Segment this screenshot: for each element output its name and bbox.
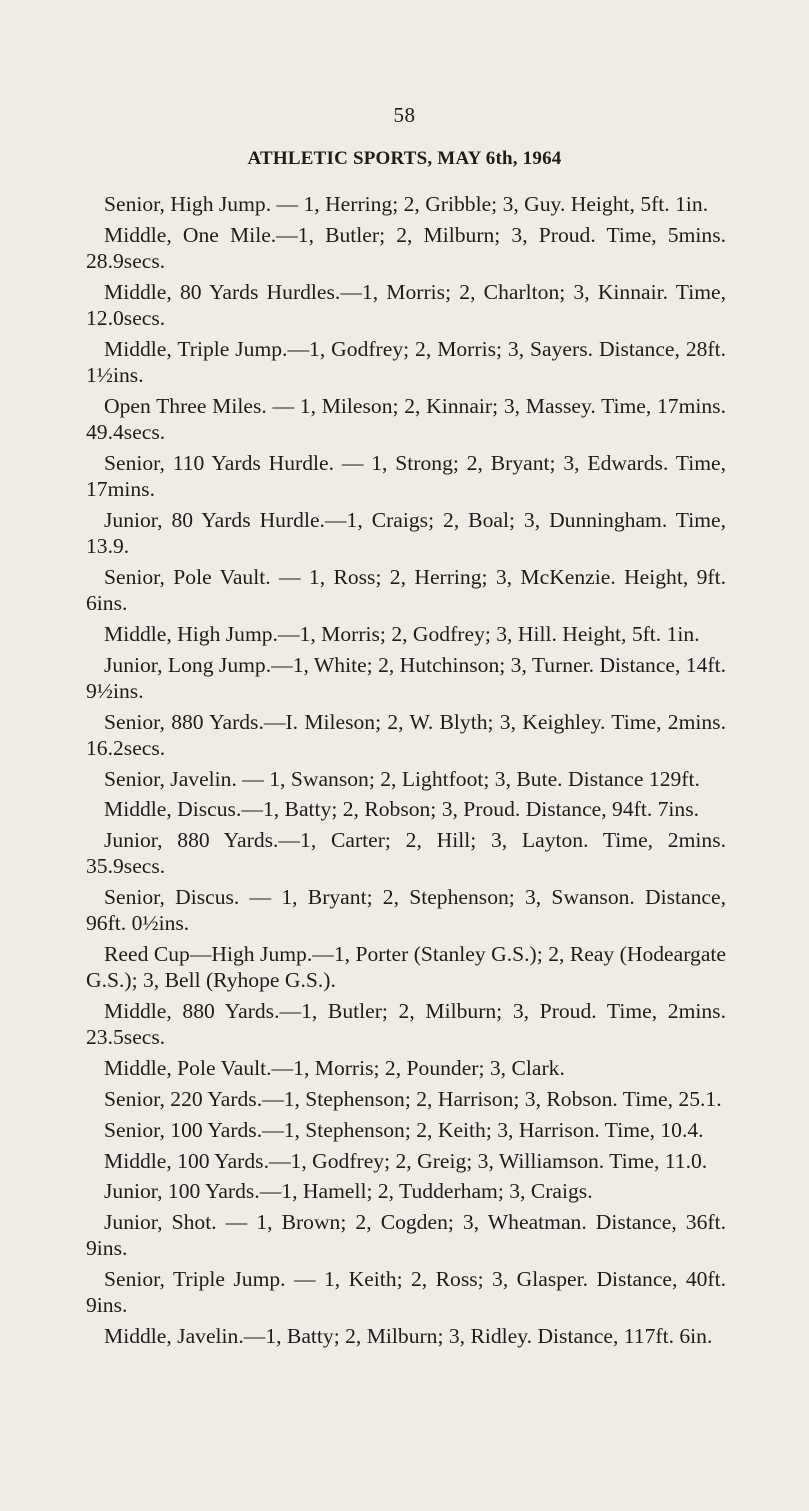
result-entry: Middle, 80 Yards Hurdles.—1, Morris; 2, Charlton; 3, Kinnair. Time, 12.0secs. (86, 279, 726, 330)
result-entry: Senior, Triple Jump. — 1, Keith; 2, Ross; 3, Glasper. Distance, 40ft. 9ins. (86, 1267, 726, 1318)
result-entry: Junior, 880 Yards.—1, Carter; 2, Hill; 3, Layton. Time, 2mins. 35.9secs. (86, 828, 726, 879)
page-title: ATHLETIC SPORTS, MAY 6th, 1964 (247, 148, 562, 169)
result-entry: Middle, 880 Yards.—1, Butler; 2, Milburn; 3, Proud. Time, 2mins. 23.5secs. (86, 999, 726, 1050)
result-entry: Senior, Javelin. — 1, Swanson; 2, Lightfoot; 3, Bute. Distance 129ft. (104, 766, 700, 791)
result-entry: Senior, 100 Yards.—1, Stephenson; 2, Keith; 3, Harrison. Time, 10.4. (104, 1117, 704, 1142)
result-entry: Senior, Discus. — 1, Bryant; 2, Stephenson; 3, Swanson. Distance, 96ft. 0½ins. (86, 885, 726, 936)
result-entry: Senior, 110 Yards Hurdle. — 1, Strong; 2, Bryant; 3, Edwards. Time, 17mins. (86, 450, 726, 501)
result-entry: Middle, Javelin.—1, Batty; 2, Milburn; 3, Ridley. Distance, 117ft. 6in. (104, 1324, 713, 1349)
result-entry: Reed Cup—High Jump.—1, Porter (Stanley G.S.); 2, Reay (Hodeargate G.S.); 3, Bell (Ryhope G.S.). (86, 942, 726, 993)
results-list (86, 191, 726, 1354)
result-entry: Junior, 80 Yards Hurdle.—1, Craigs; 2, Boal; 3, Dunningham. Time, 13.9. (86, 507, 726, 558)
result-entry: Middle, High Jump.—1, Morris; 2, Godfrey; 3, Hill. Height, 5ft. 1in. (104, 621, 700, 646)
result-entry: Middle, Triple Jump.—1, Godfrey; 2, Morris; 3, Sayers. Distance, 28ft. 1½ins. (86, 336, 726, 387)
result-entry: Middle, One Mile.—1, Butler; 2, Milburn; 3, Proud. Time, 5mins. 28.9secs. (86, 222, 726, 273)
result-entry: Middle, Pole Vault.—1, Morris; 2, Pounder; 3, Clark. (104, 1056, 565, 1081)
result-entry: Senior, 880 Yards.—I. Mileson; 2, W. Blyth; 3, Keighley. Time, 2mins. 16.2secs. (86, 709, 726, 760)
result-entry: Junior, Long Jump.—1, White; 2, Hutchinson; 3, Turner. Distance, 14ft. 9½ins. (86, 652, 726, 703)
result-entry: Junior, 100 Yards.—1, Hamell; 2, Tudderham; 3, Craigs. (104, 1179, 593, 1204)
result-entry: Senior, High Jump. — 1, Herring; 2, Gribble; 3, Guy. Height, 5ft. 1in. (104, 192, 709, 216)
page-number: 58 (393, 103, 416, 127)
result-entry: Open Three Miles. — 1, Mileson; 2, Kinnair; 3, Massey. Time, 17mins. 49.4secs. (86, 393, 726, 444)
result-entry: Middle, Discus.—1, Batty; 2, Robson; 3, Proud. Distance, 94ft. 7ins. (104, 797, 700, 822)
result-entry: Senior, Pole Vault. — 1, Ross; 2, Herring; 3, McKenzie. Height, 9ft. 6ins. (86, 564, 726, 615)
result-entry: Junior, Shot. — 1, Brown; 2, Cogden; 3, Wheatman. Distance, 36ft. 9ins. (86, 1210, 726, 1261)
result-entry: Middle, 100 Yards.—1, Godfrey; 2, Greig; 3, Williamson. Time, 11.0. (104, 1148, 708, 1173)
result-entry: Senior, 220 Yards.—1, Stephenson; 2, Harrison; 3, Robson. Time, 25.1. (104, 1086, 722, 1111)
